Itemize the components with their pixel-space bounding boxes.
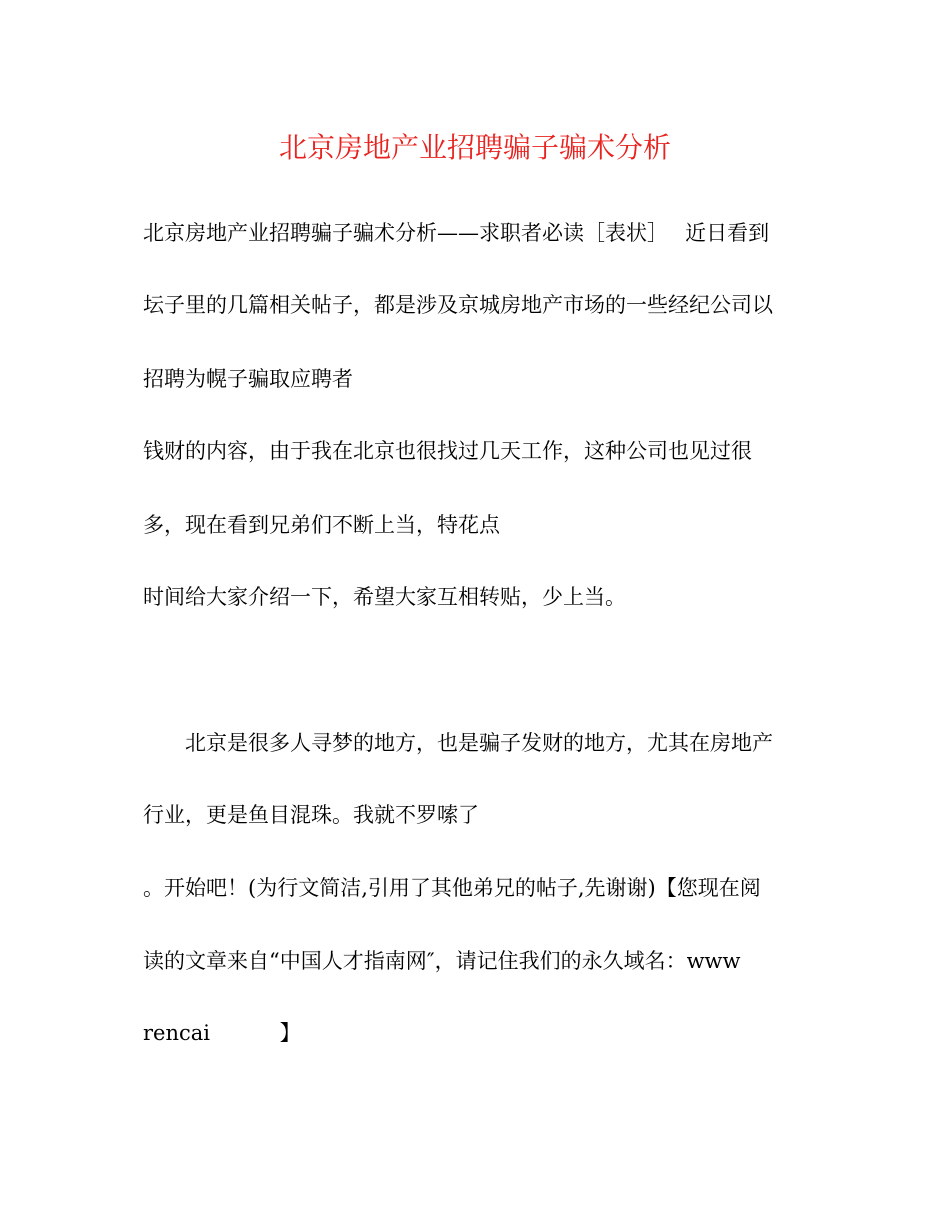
paragraph-line: 招聘为幌子骗取应聘者 [143,367,353,391]
paragraph-line: 钱财的内容，由于我在北京也很找过几天工作，这种公司也见过很 [143,439,752,463]
paragraph-line: rencai 】 [143,1021,301,1045]
paragraph-line: 时间给大家介绍一下，希望大家互相转贴，少上当。 [143,585,626,609]
paragraph-line: 北京房地产业招聘骗子骗术分析——求职者必读［表状］ 近日看到 [143,221,770,245]
document-title: 北京房地产业招聘骗子骗术分析 [278,131,671,164]
paragraph-line: 。开始吧！(为行文简洁,引用了其他弟兄的帖子,先谢谢)【您现在阅 [143,876,761,900]
paragraph-line: 行业，更是鱼目混珠。我就不罗嗦了 [143,803,479,827]
paragraph-line: 读的文章来自“中国人才指南网″，请记住我们的永久域名：www [143,949,741,973]
paragraph-line: 多，现在看到兄弟们不断上当，特花点 [143,513,500,537]
paragraph-line: 北京是很多人寻梦的地方，也是骗子发财的地方，尤其在房地产 [143,731,773,755]
paragraph-line: 坛子里的几篇相关帖子，都是涉及京城房地产市场的一些经纪公司以 [143,293,773,317]
